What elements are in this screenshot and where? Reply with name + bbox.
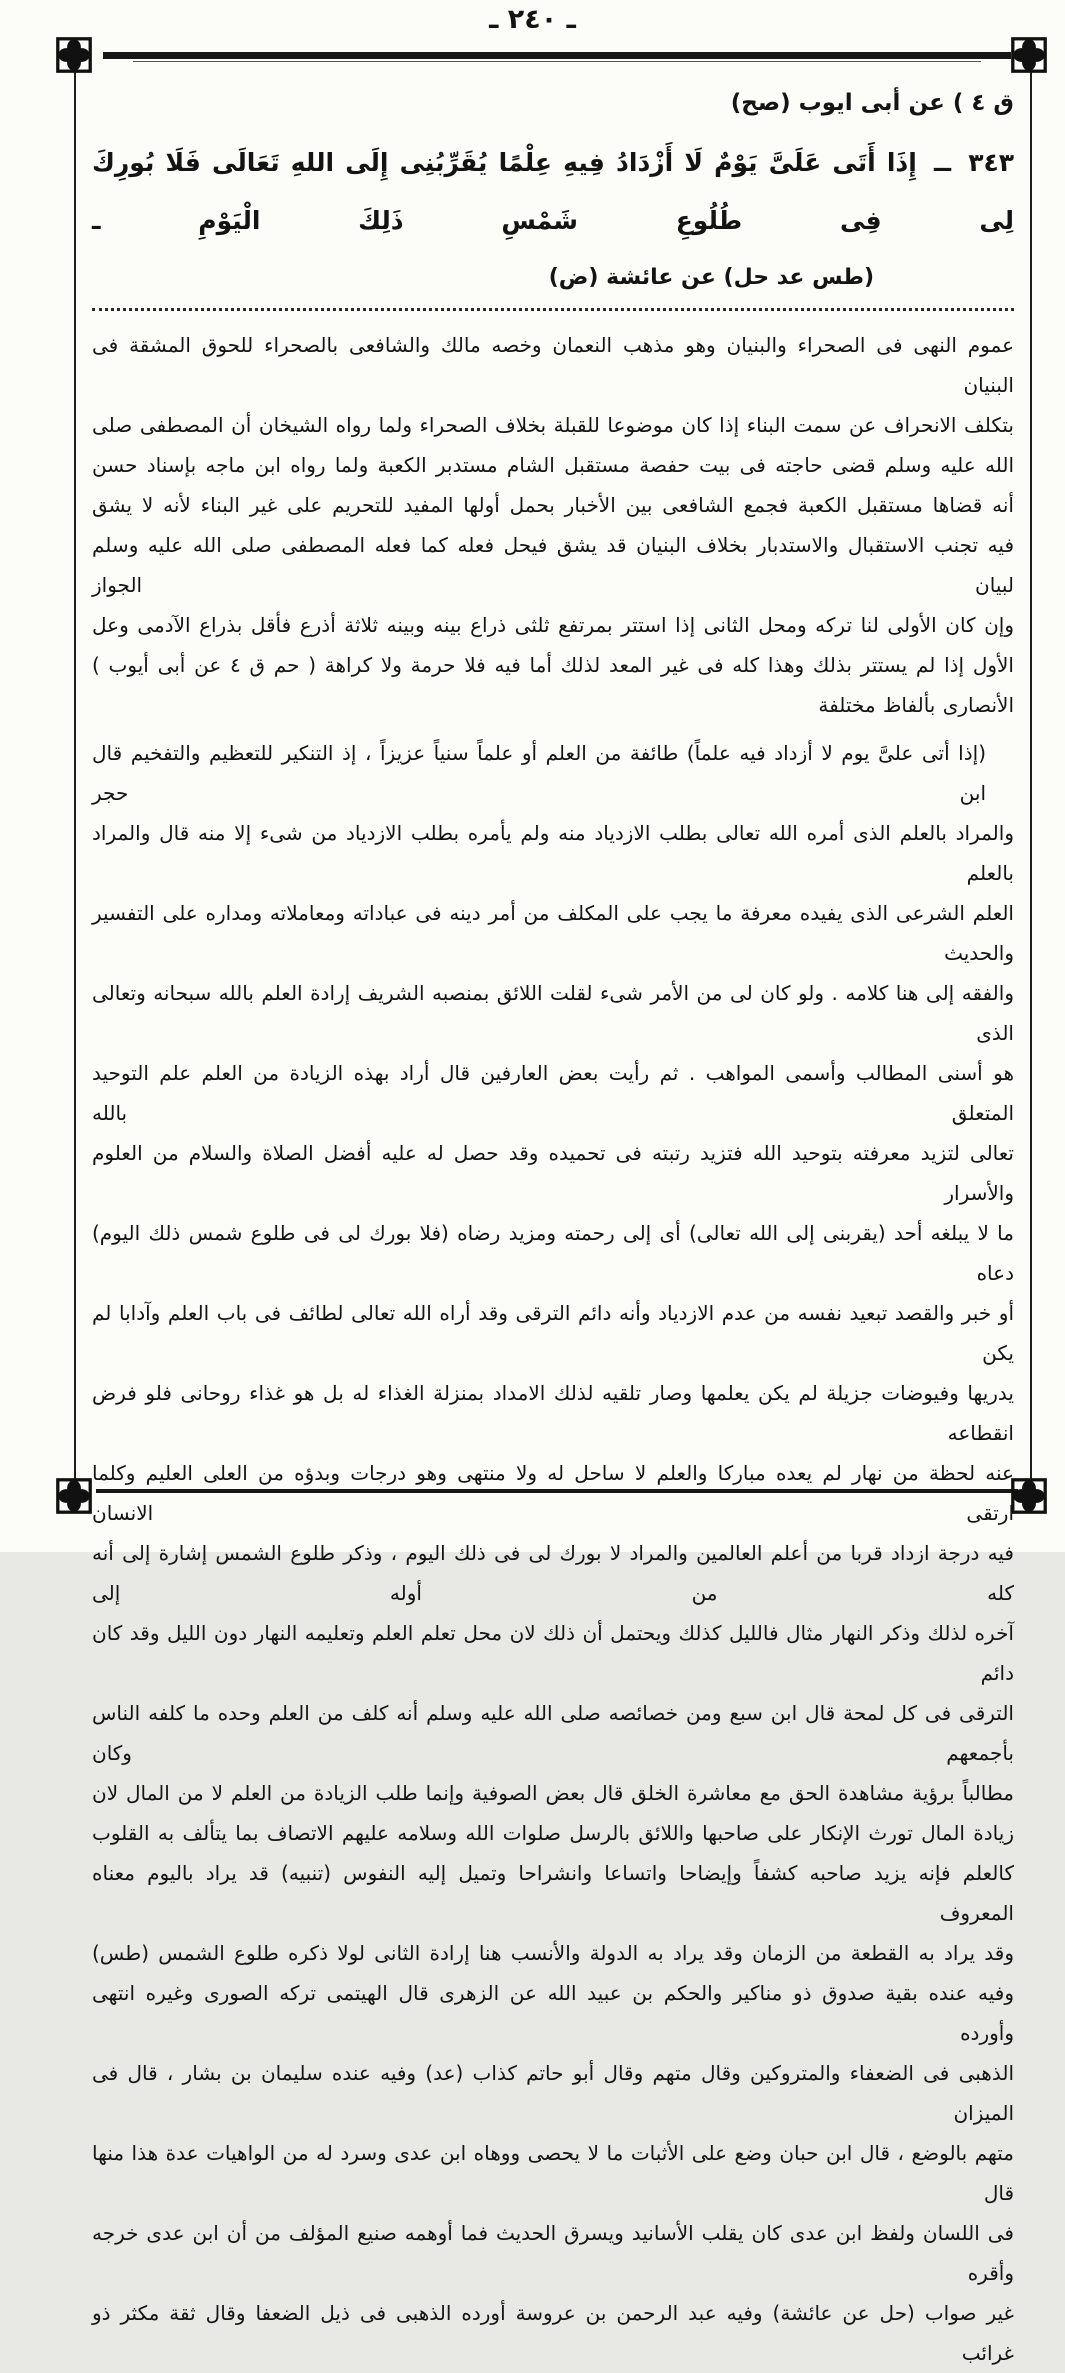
- corner-flower-ornament-icon: [1011, 37, 1047, 73]
- commentary-line: بتكلف الانحراف عن سمت البناء إذا كان موضوعا للقبلة بخلاف الصحراء ولما رواه الشيخان أن المصطفى صلى: [92, 413, 1014, 437]
- commentary-line: أو خبر والقصد تبعيد نفسه من عدم الازدياد وأنه دائم الترقى وقد أراه الله تعالى لطائف فى باب العلم وآدابا لم يكن: [92, 1301, 1014, 1365]
- commentary-line: هو أسنى المطالب وأسمى المواهب . ثم رأيت بعض العارفين قال أراد بهذه الزيادة من العلم علم التوحيد المتعلق بالله: [92, 1061, 1014, 1125]
- commentary-line: (إذا أتى علىَّ يوم لا أزداد فيه علماً) طائفة من العلم أو علماً سنياً عزيزاً ، إذ التنكير للتعظيم والتفخيم قال ابن حجر: [92, 741, 986, 805]
- commentary-line: آخره لذلك وذكر النهار مثال فالليل كذلك ويحتمل أن ذلك لان محل تعلم العلم وتعليمه النهار دون الليل وقد كان دائم: [92, 1621, 1014, 1685]
- commentary-line: ما لا يبلغه أحد (يقربنى إلى الله تعالى) أى إلى رحمته ومزيد رضاه (فلا بورك لى فى طلوع شمس ذلك اليوم) دعاه: [92, 1221, 1014, 1285]
- hadith-343: [92, 134, 1014, 250]
- hadith-attribution: (طس عد حل) عن عائشة (ض): [548, 265, 874, 290]
- commentary-line: عنه لحظة من نهار لم يعده مباركا والعلم لا ساحل له ولا منتهى وهو درجات وبدؤه من العلى العليم وكلما ارتقى الانسان: [92, 1461, 1014, 1525]
- commentary-line: والمراد بالعلم الذى أمره الله تعالى بطلب الازدياد منه ولم يأمره بطلب الازدياد من شىء إلا منه قال والمراد بالعلم: [92, 821, 1014, 885]
- hadith-matn: إِذَا أَتَى عَلَىَّ يَوْمٌ لَا أَزْدَادُ فِيهِ عِلْمًا يُقَرِّبُنِى إِلَى اللهِ تَعَالَى فَلَا بُورِكَ لِى فِى طُلُوعِ شَمْسِ ذَلِكَ الْيَوْمِ ـ: [92, 148, 1014, 235]
- commentary-line: تعالى لتزيد معرفته بتوحيد الله فتزيد رتبته فى تحميده وقد حصل له عليه أفضل الصلاة والسلام من العلوم والأسرار: [92, 1141, 1014, 1205]
- commentary-line: يدريها وفيوضات جزيلة لم يكن يعلمها وصار تلقيه لذلك الامداد بمنزلة الغذاء له بل هو غذاء روحانى فلو فرض انقطاعه: [92, 1381, 1014, 1445]
- commentary-line: غير صواب (حل عن عائشة) وفيه عبد الرحمن بن عروسة أورده الذهبى فى ذيل الضعفا وقال ثقة مكثر ذو غرائب: [92, 2301, 1014, 2365]
- commentary-paragraph-a: [92, 325, 1014, 725]
- previous-hadith-citation-tail: ق ٤ ) عن أبى ايوب (صح): [730, 90, 1014, 116]
- commentary-line: العلم الشرعى الذى يفيده معرفة ما يجب على المكلف من أمر دينه فى عباداته ومعاملاته ومداره على التفسير والحديث: [92, 901, 1014, 965]
- commentary-line: الترقى فى كل لمحة قال ابن سبع ومن خصائصه صلى الله عليه وسلم أنه كلف من العلم وحده ما كلفه الناس بأجمعهم وكان: [92, 1701, 1014, 1765]
- commentary-line: فى اللسان ولفظ ابن عدى كان يقلب الأسانيد ويسرق الحديث فما أوهمه صنيع المؤلف من أن ابن عدى خرجه وأقره: [92, 2221, 1014, 2285]
- commentary-line: وفيه عنده بقية صدوق ذو مناكير والحكم بن عبيد الله عن الزهرى قال الهيتمى تركه الصورى وغيره انتهى وأورده: [92, 1981, 1014, 2045]
- commentary-line: كالعلم فإنه يزيد صاحبه كشفاً وإيضاحا واتساعا وانشراحا وتميل إليه النفوس (تنبيه) قد يراد باليوم معناه المعروف: [92, 1861, 1014, 1925]
- hadith-number-dash: ــ: [933, 148, 952, 177]
- commentary-line: مطالباً برؤية مشاهدة الحق مع معاشرة الخلق قال بعض الصوفية وإنما طلب الزيادة من العلم لا من المال لان: [92, 1781, 1014, 1805]
- commentary-line: فيه درجة ازداد قربا من أعلم العالمين والمراد لا بورك لى فى ذلك اليوم ، وذكر طلوع الشمس إشارة إلى أنه كله من أوله إلى: [92, 1541, 1014, 1605]
- corner-flower-ornament-icon: [56, 1478, 92, 1514]
- frame-right-rule: [1030, 72, 1032, 1480]
- commentary-line: الله عليه وسلم قضى حاجته فى بيت حفصة مستقبل الشام مستدبر الكعبة ولما رواه ابن ماجه بإسناد حسن: [92, 453, 1014, 477]
- commentary-line: متهم بالوضع ، قال ابن حبان وضع على الأثبات ما لا يحصى ووهاه ابن عدى وسرد له من الواهيات عدة هذا منها قال: [92, 2141, 1014, 2205]
- commentary-line: والفقه إلى هنا كلامه . ولو كان لى من الأمر شىء لقلت اللائق بمنصبه الشريف إرادة العلم بالله سبحانه وتعالى الذى: [92, 981, 1014, 1045]
- commentary-line: أنه قضاها مستقبل الكعبة فجمع الشافعى بين الأخبار بحمل أولها المفيد للتحريم على غير البناء لأنه لا يشق: [92, 493, 1014, 517]
- dotted-separator-rule: [92, 308, 1014, 311]
- hadith-number: ٣٤٣: [968, 148, 1014, 177]
- commentary-line: الذهبى فى الضعفاء والمتروكين وقال متهم وقال أبو حاتم كذاب (عد) وفيه عنده سليمان بن بشار ، قال فى الميزان: [92, 2061, 1014, 2125]
- commentary-paragraph-b: [92, 733, 1014, 2373]
- corner-flower-ornament-icon: [56, 37, 92, 73]
- frame-top-rule: [103, 52, 1011, 59]
- corner-flower-ornament-icon: [1011, 1478, 1047, 1514]
- commentary-line: وإن كان الأولى لنا تركه ومحل الثانى إذا استتر بمرتفع ثلثى ذراع بينه وبينه ثلاثة أذرع فأقل بذراع الآدمى وعل: [92, 613, 1014, 637]
- commentary-line: الأنصارى بألفاظ مختلفة: [818, 693, 1014, 717]
- commentary-line: فيه تجنب الاستقبال والاستدبار بخلاف البنيان قد يشق فيحل فعله كما فعله المصطفى صلى الله عليه وسلم لبيان الجواز: [92, 533, 1014, 597]
- page-number: ـ ٢٤٠ ـ: [489, 4, 576, 35]
- frame-left-rule: [74, 72, 76, 1480]
- commentary-line: عموم النهى فى الصحراء والبنيان وهو مذهب النعمان وخصه مالك والشافعى بالصحراء للحوق المشقة فى البنيان: [92, 333, 1014, 397]
- page-content: [92, 80, 1014, 2373]
- commentary-line: وقد يراد به القطعة من الزمان وقد يراد به الدولة والأنسب هنا إرادة الثانى لولا ذكره طلوع الشمس (طس): [92, 1941, 1014, 1965]
- commentary-line: زيادة المال تورث الإنكار على صاحبها واللائق بالرسل صلوات الله وسلامه عليهم الاتصاف بما يتألف به القلوب: [92, 1821, 1014, 1845]
- commentary-line: الأول إذا لم يستتر بذلك وهذا كله فى غير المعد لذلك أما فيه فلا حرمة ولا كراهة ( حم ق ٤ عن أبى أيوب ): [92, 653, 1014, 677]
